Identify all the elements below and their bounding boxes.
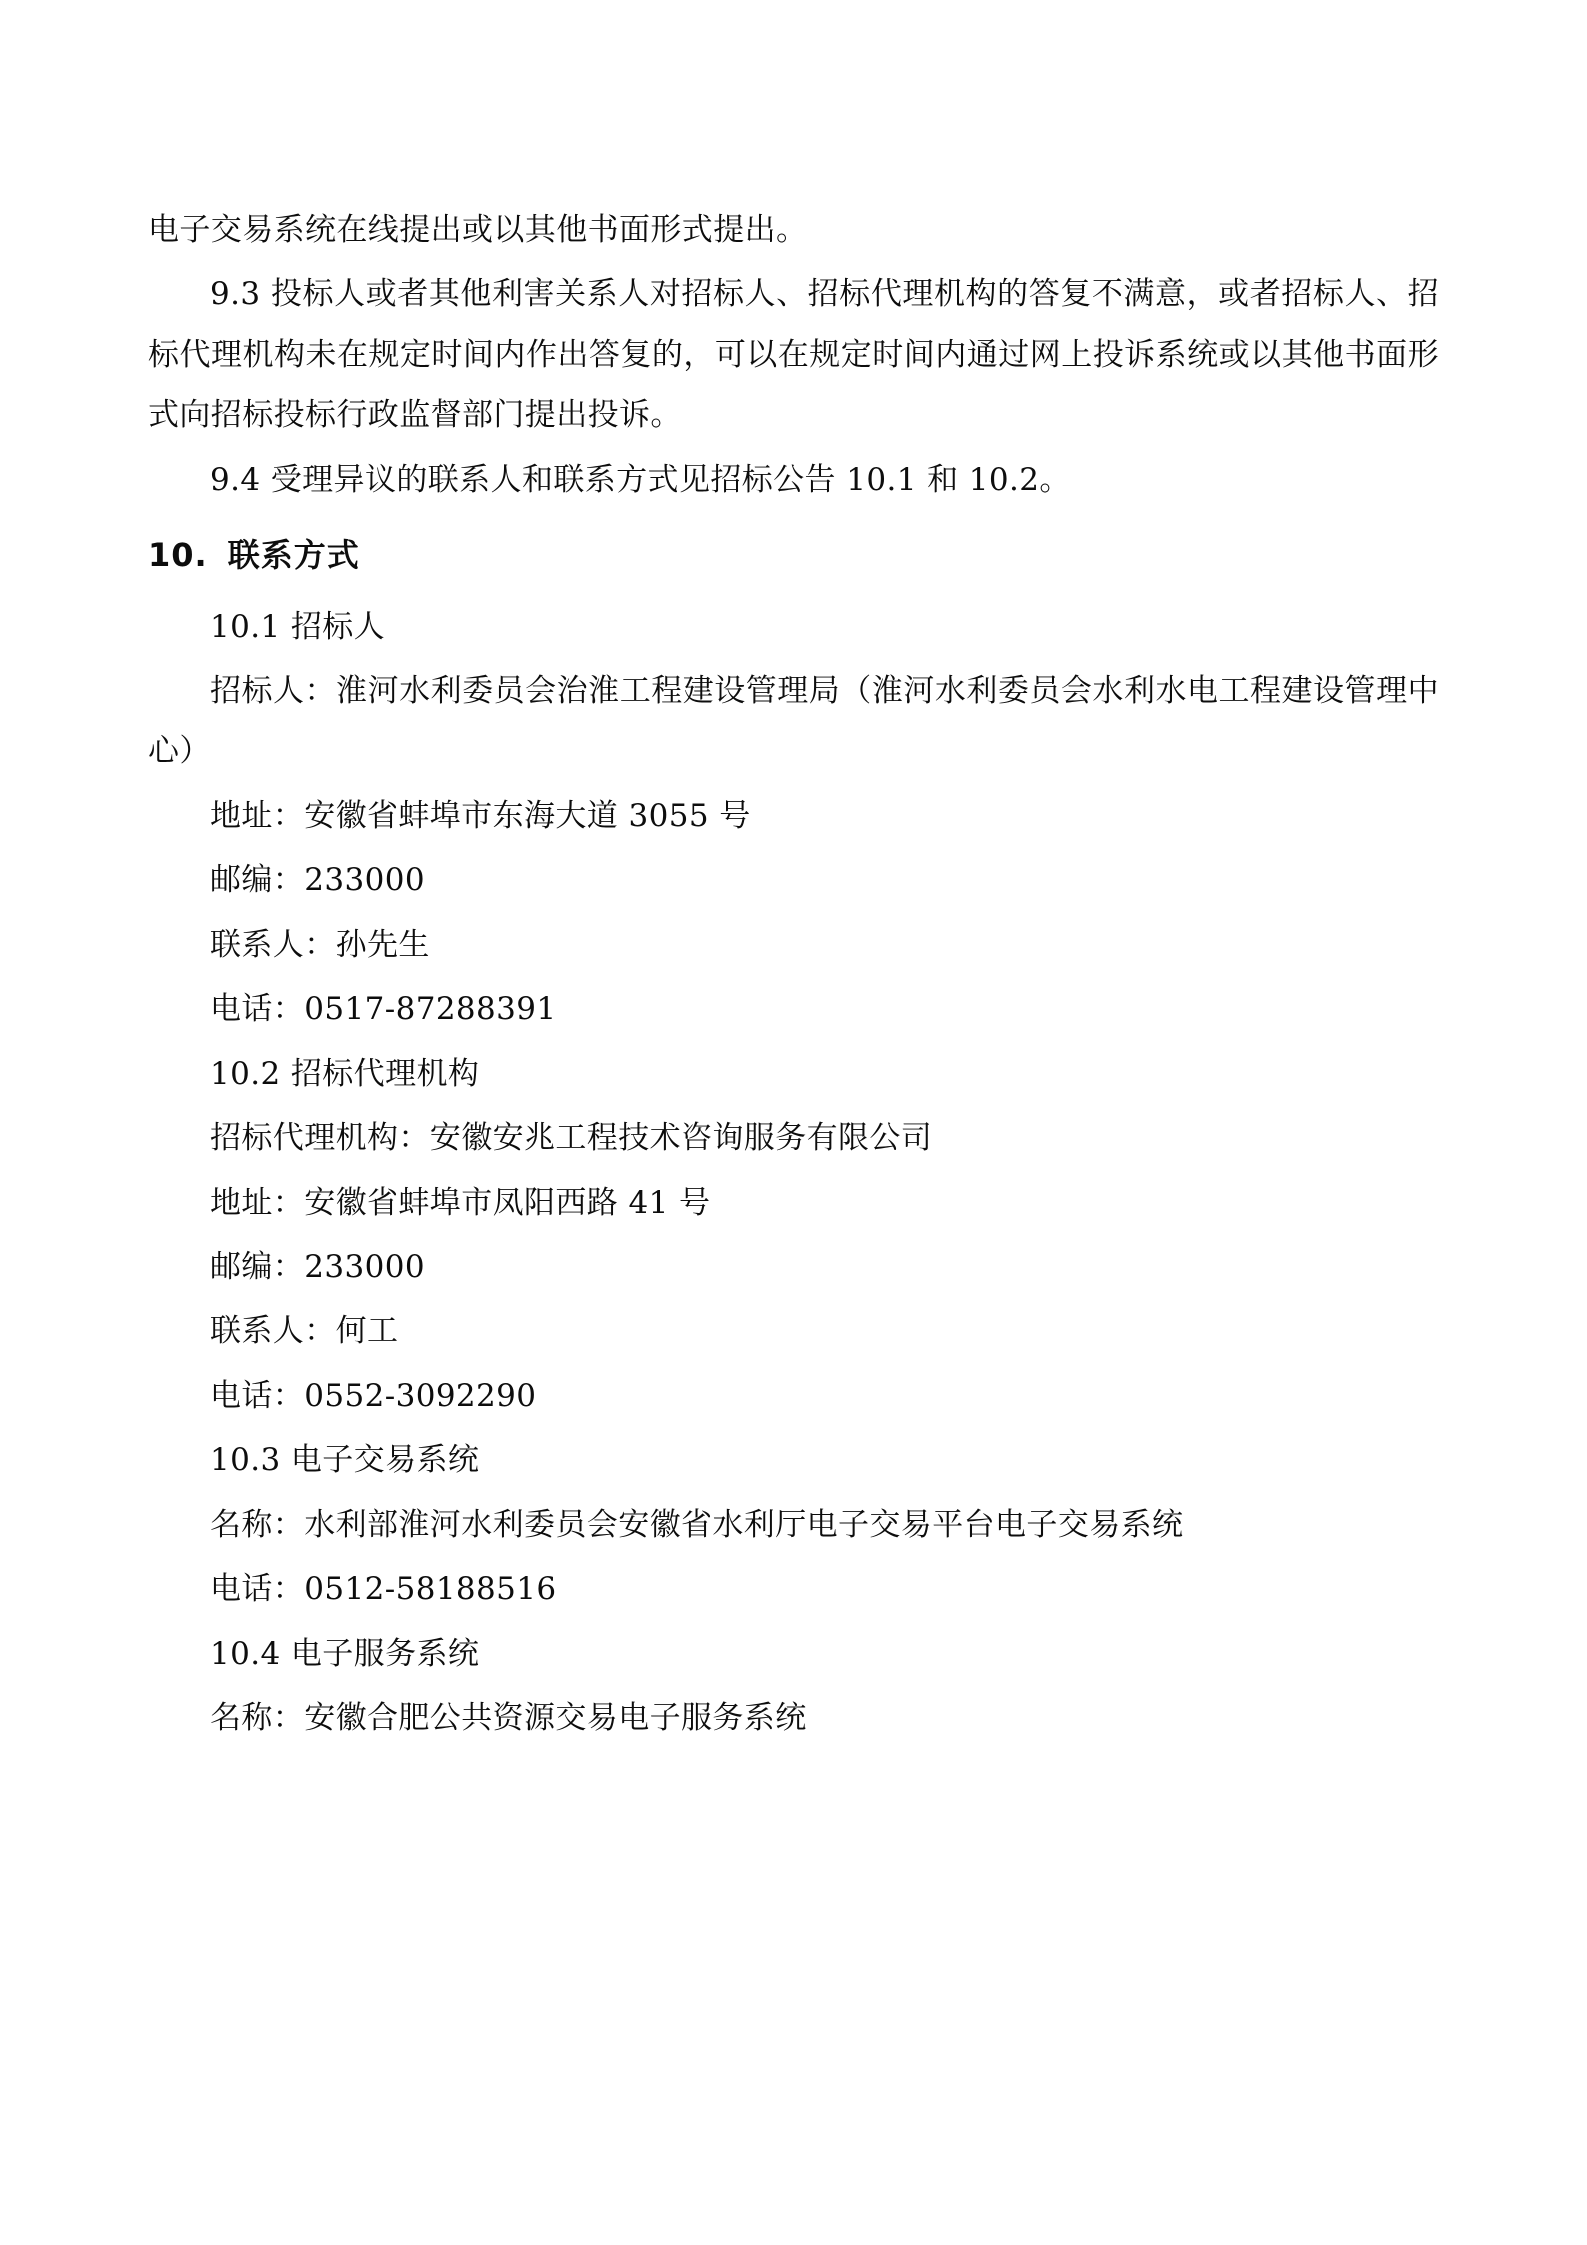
document-body [148,200,1439,1748]
section-heading-10 [148,524,1439,586]
contact-item-10-2: 10.2 招标代理机构 [210,1055,480,1092]
section-title: 联系方式 [227,536,360,575]
paragraph-9-3: 9.3 投标人或者其他利害关系人对招标人、招标代理机构的答复不满意，或者招标人、招标代理机构未在规定时间内作出答复的，可以在规定时间内通过网上投诉系统或以其他书面形式向招标投标行政监督部门提出投诉。 [148,276,1439,434]
contact-agency-person: 联系人：何工 [210,1313,399,1350]
contact-eservice-name: 名称：安徽合肥公共资源交易电子服务系统 [210,1700,807,1737]
contact-agency-postcode: 邮编：233000 [210,1248,425,1285]
contact-item-10-3: 10.3 电子交易系统 [210,1442,480,1479]
contact-etrading-phone: 电话：0512-58188516 [210,1571,557,1608]
paragraph-9-4: 9.4 受理异议的联系人和联系方式见招标公告 10.1 和 10.2。 [210,461,1071,498]
contact-agency-address: 地址：安徽省蚌埠市凤阳西路 41 号 [210,1184,711,1221]
section-number: 10. [148,536,208,575]
contact-tenderee-address: 地址：安徽省蚌埠市东海大道 3055 号 [210,797,751,834]
contact-agency-phone: 电话：0552-3092290 [210,1377,537,1414]
contact-tenderee-postcode: 邮编：233000 [210,862,425,899]
contact-item-10-4: 10.4 电子服务系统 [210,1635,480,1672]
contact-agency-name: 招标代理机构：安徽安兆工程技术咨询服务有限公司 [210,1120,933,1157]
contact-tenderee-name: 招标人：淮河水利委员会治淮工程建设管理局（淮河水利委员会水利水电工程建设管理中心） [148,673,1439,770]
contact-item-10-1: 10.1 招标人 [210,608,386,645]
contact-etrading-name: 名称：水利部淮河水利委员会安徽省水利厅电子交易平台电子交易系统 [210,1506,1184,1543]
paragraph-continued: 电子交易系统在线提出或以其他书面形式提出。 [148,212,808,248]
contact-tenderee-phone: 电话：0517-87288391 [210,991,557,1028]
contact-tenderee-person: 联系人：孙先生 [210,926,430,963]
